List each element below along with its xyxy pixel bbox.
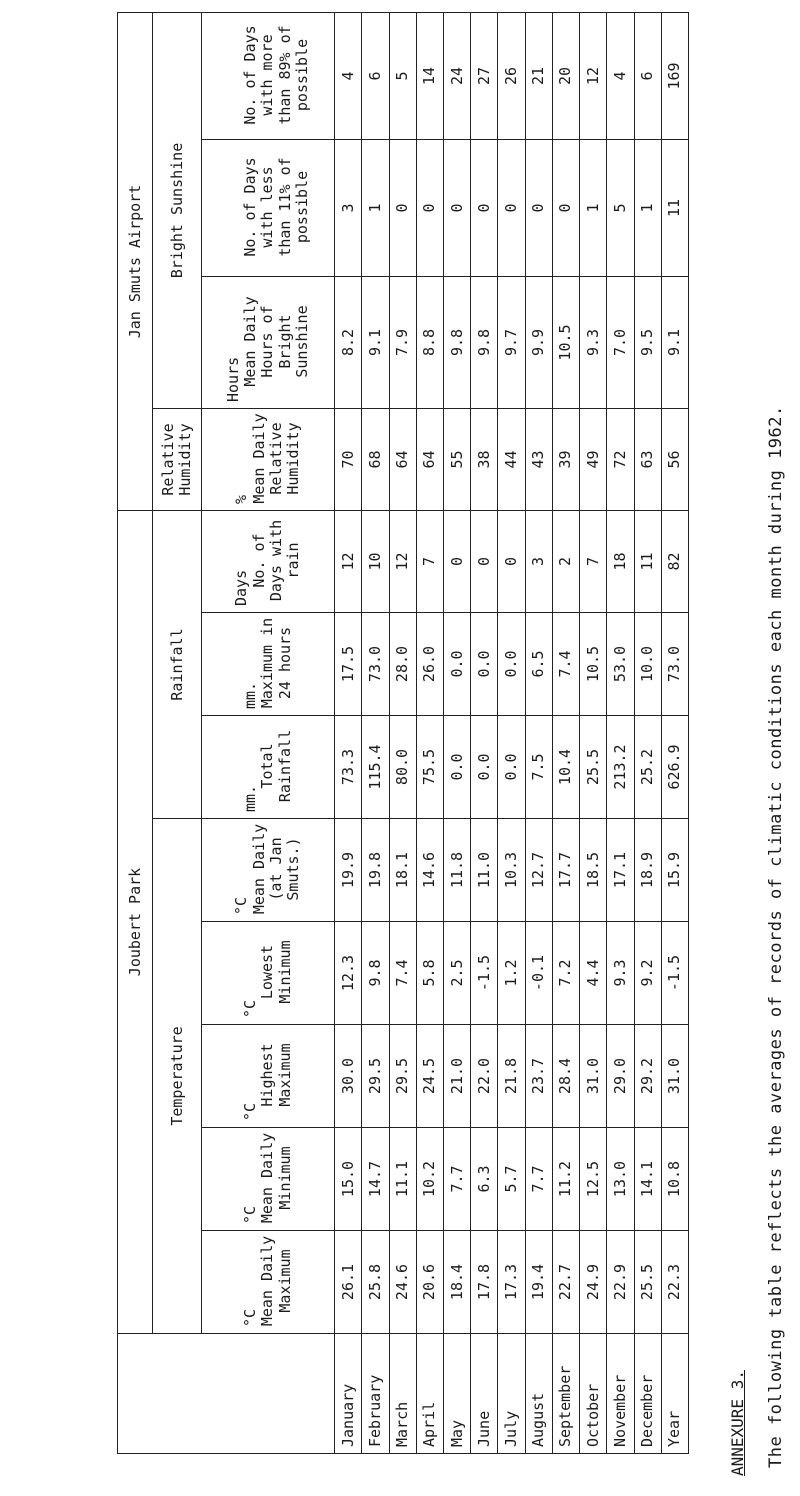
table-cell: 80.0 [389, 716, 416, 819]
table-cell: 68 [362, 409, 389, 511]
month-label: December [634, 1334, 661, 1454]
relative-humidity-header: Relative Humidity [153, 409, 201, 511]
table-cell: 10.5 [580, 613, 607, 716]
table-row [525, 12, 552, 1453]
column-unit: °C [241, 999, 260, 1018]
table-cell: 31.0 [580, 1025, 607, 1128]
table-cell: 115.4 [362, 716, 389, 819]
table-row [552, 12, 579, 1453]
table-cell: 49 [580, 409, 607, 511]
table-cell: 9.9 [525, 277, 552, 409]
table-row [471, 12, 498, 1453]
column-header [201, 716, 334, 819]
table-cell: 7.5 [525, 716, 552, 819]
table-cell: 31.0 [661, 1025, 688, 1128]
table-cell: 14 [416, 12, 443, 139]
table-cell: 3 [525, 511, 552, 613]
table-cell: 0 [444, 511, 471, 613]
table-cell: 64 [389, 409, 416, 511]
table-cell: 9.3 [607, 922, 634, 1025]
month-label: May [444, 1334, 471, 1454]
column-label: Mean Daily Maximum [258, 1235, 294, 1327]
table-cell: 7.2 [552, 922, 579, 1025]
table-cell: 8.8 [416, 277, 443, 409]
table-cell: 18 [607, 511, 634, 613]
table-cell: 11.8 [444, 819, 471, 922]
rainfall-header: Rainfall [153, 511, 201, 819]
table-cell: 9.8 [471, 277, 498, 409]
table-cell: 2.5 [444, 922, 471, 1025]
table-cell: 4.4 [580, 922, 607, 1025]
table-cell: 14.7 [362, 1128, 389, 1231]
table-cell: 9.7 [498, 277, 525, 409]
table-cell: 9.2 [634, 922, 661, 1025]
table-cell: 10.3 [498, 819, 525, 922]
month-label: August [525, 1334, 552, 1454]
table-cell: 0.0 [498, 716, 525, 819]
table-cell: 6.5 [525, 613, 552, 716]
table-cell: 22.9 [607, 1231, 634, 1334]
table-cell: 4 [607, 12, 634, 139]
column-label: Lowest Minimum [258, 940, 294, 1004]
table-cell: 0 [444, 140, 471, 277]
table-cell: 9.8 [362, 922, 389, 1025]
month-label: November [607, 1334, 634, 1454]
table-cell: 56 [661, 409, 688, 511]
table-cell: 11 [634, 511, 661, 613]
table-cell: 73.3 [335, 716, 362, 819]
column-header [201, 511, 334, 613]
column-label: No. of Days with less than 11% of possible [241, 157, 311, 257]
table-cell: 0 [416, 140, 443, 277]
column-label: Mean Daily Hours of Bright Sunshine [241, 296, 311, 387]
table-cell: 29.5 [362, 1025, 389, 1128]
table-cell: -1.5 [471, 922, 498, 1025]
table-cell: 17.8 [471, 1231, 498, 1334]
table-cell: 21.0 [444, 1025, 471, 1128]
table-cell: 19.4 [525, 1231, 552, 1334]
table-cell: 27 [471, 12, 498, 139]
table-cell: 18.4 [444, 1231, 471, 1334]
table-cell: 5.7 [498, 1128, 525, 1231]
table-cell: 7 [580, 511, 607, 613]
table-cell: 26.0 [416, 613, 443, 716]
column-label: Mean Daily Relative Humidity [249, 413, 303, 504]
column-header [201, 819, 334, 922]
table-cell: 28.0 [389, 613, 416, 716]
table-cell: 10.8 [661, 1128, 688, 1231]
table-cell: 70 [335, 409, 362, 511]
table-row [416, 12, 443, 1453]
table-cell: 5 [607, 140, 634, 277]
table-cell: 19.8 [362, 819, 389, 922]
table-cell: 10 [362, 511, 389, 613]
month-label: July [498, 1334, 525, 1454]
corner-cell [118, 1334, 335, 1454]
table-cell: 0 [389, 140, 416, 277]
bright-sunshine-header: Bright Sunshine [153, 12, 201, 408]
table-cell: 8.2 [335, 277, 362, 409]
table-cell: 17.5 [335, 613, 362, 716]
column-header [201, 409, 334, 511]
table-cell: 12.3 [335, 922, 362, 1025]
table-cell: 18.1 [389, 819, 416, 922]
month-label: February [362, 1334, 389, 1454]
table-cell: 24.6 [389, 1231, 416, 1334]
annexure-label: ANNEXURE 3. [728, 1370, 747, 1476]
table-cell: 7.9 [389, 277, 416, 409]
table-cell: 14.1 [634, 1128, 661, 1231]
column-header [201, 613, 334, 716]
column-label: No. of Days with rain [249, 519, 303, 602]
table-cell: 7.4 [552, 613, 579, 716]
table-cell: 6 [634, 12, 661, 139]
table-row [444, 12, 471, 1453]
month-label: Year [661, 1334, 688, 1454]
month-label: October [580, 1334, 607, 1454]
table-cell: 7.4 [389, 922, 416, 1025]
table-cell: 12 [580, 12, 607, 139]
column-header [201, 1231, 334, 1334]
table-cell: 29.5 [389, 1025, 416, 1128]
column-label: Total Rainfall [258, 729, 294, 803]
column-unit: mm. [241, 681, 260, 709]
column-unit: °C [241, 1205, 260, 1224]
table-row [607, 12, 634, 1453]
table-cell: 6 [362, 12, 389, 139]
table-cell: 10.0 [634, 613, 661, 716]
table-cell: 12.5 [580, 1128, 607, 1231]
table-cell: 10.2 [416, 1128, 443, 1231]
table-cell: 11 [661, 140, 688, 277]
table-row [389, 12, 416, 1453]
table-cell: 39 [552, 409, 579, 511]
table-cell: 64 [416, 409, 443, 511]
month-label: March [389, 1334, 416, 1454]
column-unit: °C [241, 1102, 260, 1121]
jan-smuts-airport-header: Jan Smuts Airport [118, 12, 153, 510]
column-unit: % [232, 494, 251, 504]
table-cell: 7.7 [525, 1128, 552, 1231]
table-cell: 4 [335, 12, 362, 139]
table-cell: 22.0 [471, 1025, 498, 1128]
table-cell: 20 [552, 12, 579, 139]
climate-table-body [335, 12, 689, 1453]
table-cell: 24.9 [580, 1231, 607, 1334]
table-cell: 6.3 [471, 1128, 498, 1231]
table-cell: 21.8 [498, 1025, 525, 1128]
table-cell: -1.5 [661, 922, 688, 1025]
table-row [580, 12, 607, 1453]
table-cell: 23.7 [525, 1025, 552, 1128]
table-cell: 7.7 [444, 1128, 471, 1231]
joubert-park-header: Joubert Park [118, 511, 153, 1334]
temperature-header: Temperature [153, 819, 201, 1334]
table-cell: 9.1 [661, 277, 688, 409]
column-header [201, 1025, 334, 1128]
column-unit: Days [232, 569, 251, 606]
table-row [335, 12, 362, 1453]
table-cell: 15.9 [661, 819, 688, 922]
table-cell: 12.7 [525, 819, 552, 922]
column-label: No. of Days with more than 89% of possible [241, 25, 311, 125]
table-cell: 0 [471, 511, 498, 613]
table-cell: 15.0 [335, 1128, 362, 1231]
climate-table [117, 12, 689, 1454]
table-cell: 30.0 [335, 1025, 362, 1128]
table-cell: 9.3 [580, 277, 607, 409]
column-label: Highest Maximum [258, 1043, 294, 1107]
table-cell: 1 [580, 140, 607, 277]
table-cell: 0 [498, 511, 525, 613]
table-cell: 14.6 [416, 819, 443, 922]
table-cell: 25.5 [580, 716, 607, 819]
table-cell: 26 [498, 12, 525, 139]
table-cell: 0 [552, 140, 579, 277]
table-cell: 12 [389, 511, 416, 613]
table-cell: 0 [471, 140, 498, 277]
table-cell: 25.2 [634, 716, 661, 819]
table-cell: 1.2 [498, 922, 525, 1025]
table-cell: 2 [552, 511, 579, 613]
table-cell: 9.1 [362, 277, 389, 409]
column-header [201, 922, 334, 1025]
table-cell: 55 [444, 409, 471, 511]
table-cell: 9.8 [444, 277, 471, 409]
table-cell: 22.3 [661, 1231, 688, 1334]
table-cell: 0.0 [471, 716, 498, 819]
month-label: June [471, 1334, 498, 1454]
table-cell: -0.1 [525, 922, 552, 1025]
table-cell: 11.1 [389, 1128, 416, 1231]
table-cell: 7 [416, 511, 443, 613]
column-unit: °C [241, 1308, 260, 1327]
table-cell: 7.0 [607, 277, 634, 409]
table-cell: 0.0 [471, 613, 498, 716]
column-header [201, 12, 334, 139]
table-cell: 18.5 [580, 819, 607, 922]
table-cell: 63 [634, 409, 661, 511]
table-cell: 17.1 [607, 819, 634, 922]
column-unit: °C [232, 896, 251, 915]
table-cell: 10.4 [552, 716, 579, 819]
table-cell: 5.8 [416, 922, 443, 1025]
table-cell: 43 [525, 409, 552, 511]
column-header [201, 1128, 334, 1231]
table-row [498, 12, 525, 1453]
table-cell: 213.2 [607, 716, 634, 819]
table-cell: 29.0 [607, 1025, 634, 1128]
table-cell: 0.0 [444, 716, 471, 819]
table-cell: 11.2 [552, 1128, 579, 1231]
table-cell: 73.0 [362, 613, 389, 716]
table-cell: 75.5 [416, 716, 443, 819]
table-cell: 17.7 [552, 819, 579, 922]
table-cell: 53.0 [607, 613, 634, 716]
table-cell: 72 [607, 409, 634, 511]
month-label: January [335, 1334, 362, 1454]
table-cell: 12 [335, 511, 362, 613]
table-row [661, 12, 688, 1453]
table-row [634, 12, 661, 1453]
column-unit: mm. [241, 784, 260, 812]
month-label: April [416, 1334, 443, 1454]
month-label: September [552, 1334, 579, 1454]
table-cell: 25.8 [362, 1231, 389, 1334]
column-label: Maximum in 24 hours [258, 617, 294, 709]
table-cell: 0 [525, 140, 552, 277]
table-cell: 13.0 [607, 1128, 634, 1231]
table-cell: 28.4 [552, 1025, 579, 1128]
table-cell: 5 [389, 12, 416, 139]
group-header-row [118, 12, 153, 1453]
table-cell: 26.1 [335, 1231, 362, 1334]
column-label: Mean Daily Minimum [258, 1132, 294, 1224]
table-cell: 44 [498, 409, 525, 511]
table-cell: 1 [362, 140, 389, 277]
table-cell: 0 [498, 140, 525, 277]
subgroup-header-row [153, 12, 201, 1453]
table-cell: 24.5 [416, 1025, 443, 1128]
column-label: Mean Daily (at Jan Smuts.) [249, 823, 303, 915]
table-cell: 24 [444, 12, 471, 139]
table-cell: 11.0 [471, 819, 498, 922]
table-cell: 25.5 [634, 1231, 661, 1334]
table-cell: 82 [661, 511, 688, 613]
table-cell: 29.2 [634, 1025, 661, 1128]
table-cell: 3 [335, 140, 362, 277]
table-cell: 21 [525, 12, 552, 139]
table-cell: 18.9 [634, 819, 661, 922]
table-cell: 0.0 [444, 613, 471, 716]
column-unit: Hours [223, 356, 242, 402]
table-cell: 169 [661, 12, 688, 139]
column-header-row [201, 12, 334, 1453]
table-cell: 626.9 [661, 716, 688, 819]
table-row [362, 12, 389, 1453]
column-header [201, 140, 334, 277]
table-cell: 10.5 [552, 277, 579, 409]
table-cell: 19.9 [335, 819, 362, 922]
column-header [201, 277, 334, 409]
table-cell: 73.0 [661, 613, 688, 716]
table-cell: 17.3 [498, 1231, 525, 1334]
table-cell: 0.0 [498, 613, 525, 716]
table-cell: 1 [634, 140, 661, 277]
page-heading: The following table reflects the averages of records of climatic conditions each month during 1962. [766, 405, 786, 1468]
table-cell: 9.5 [634, 277, 661, 409]
table-cell: 20.6 [416, 1231, 443, 1334]
table-cell: 38 [471, 409, 498, 511]
table-cell: 22.7 [552, 1231, 579, 1334]
